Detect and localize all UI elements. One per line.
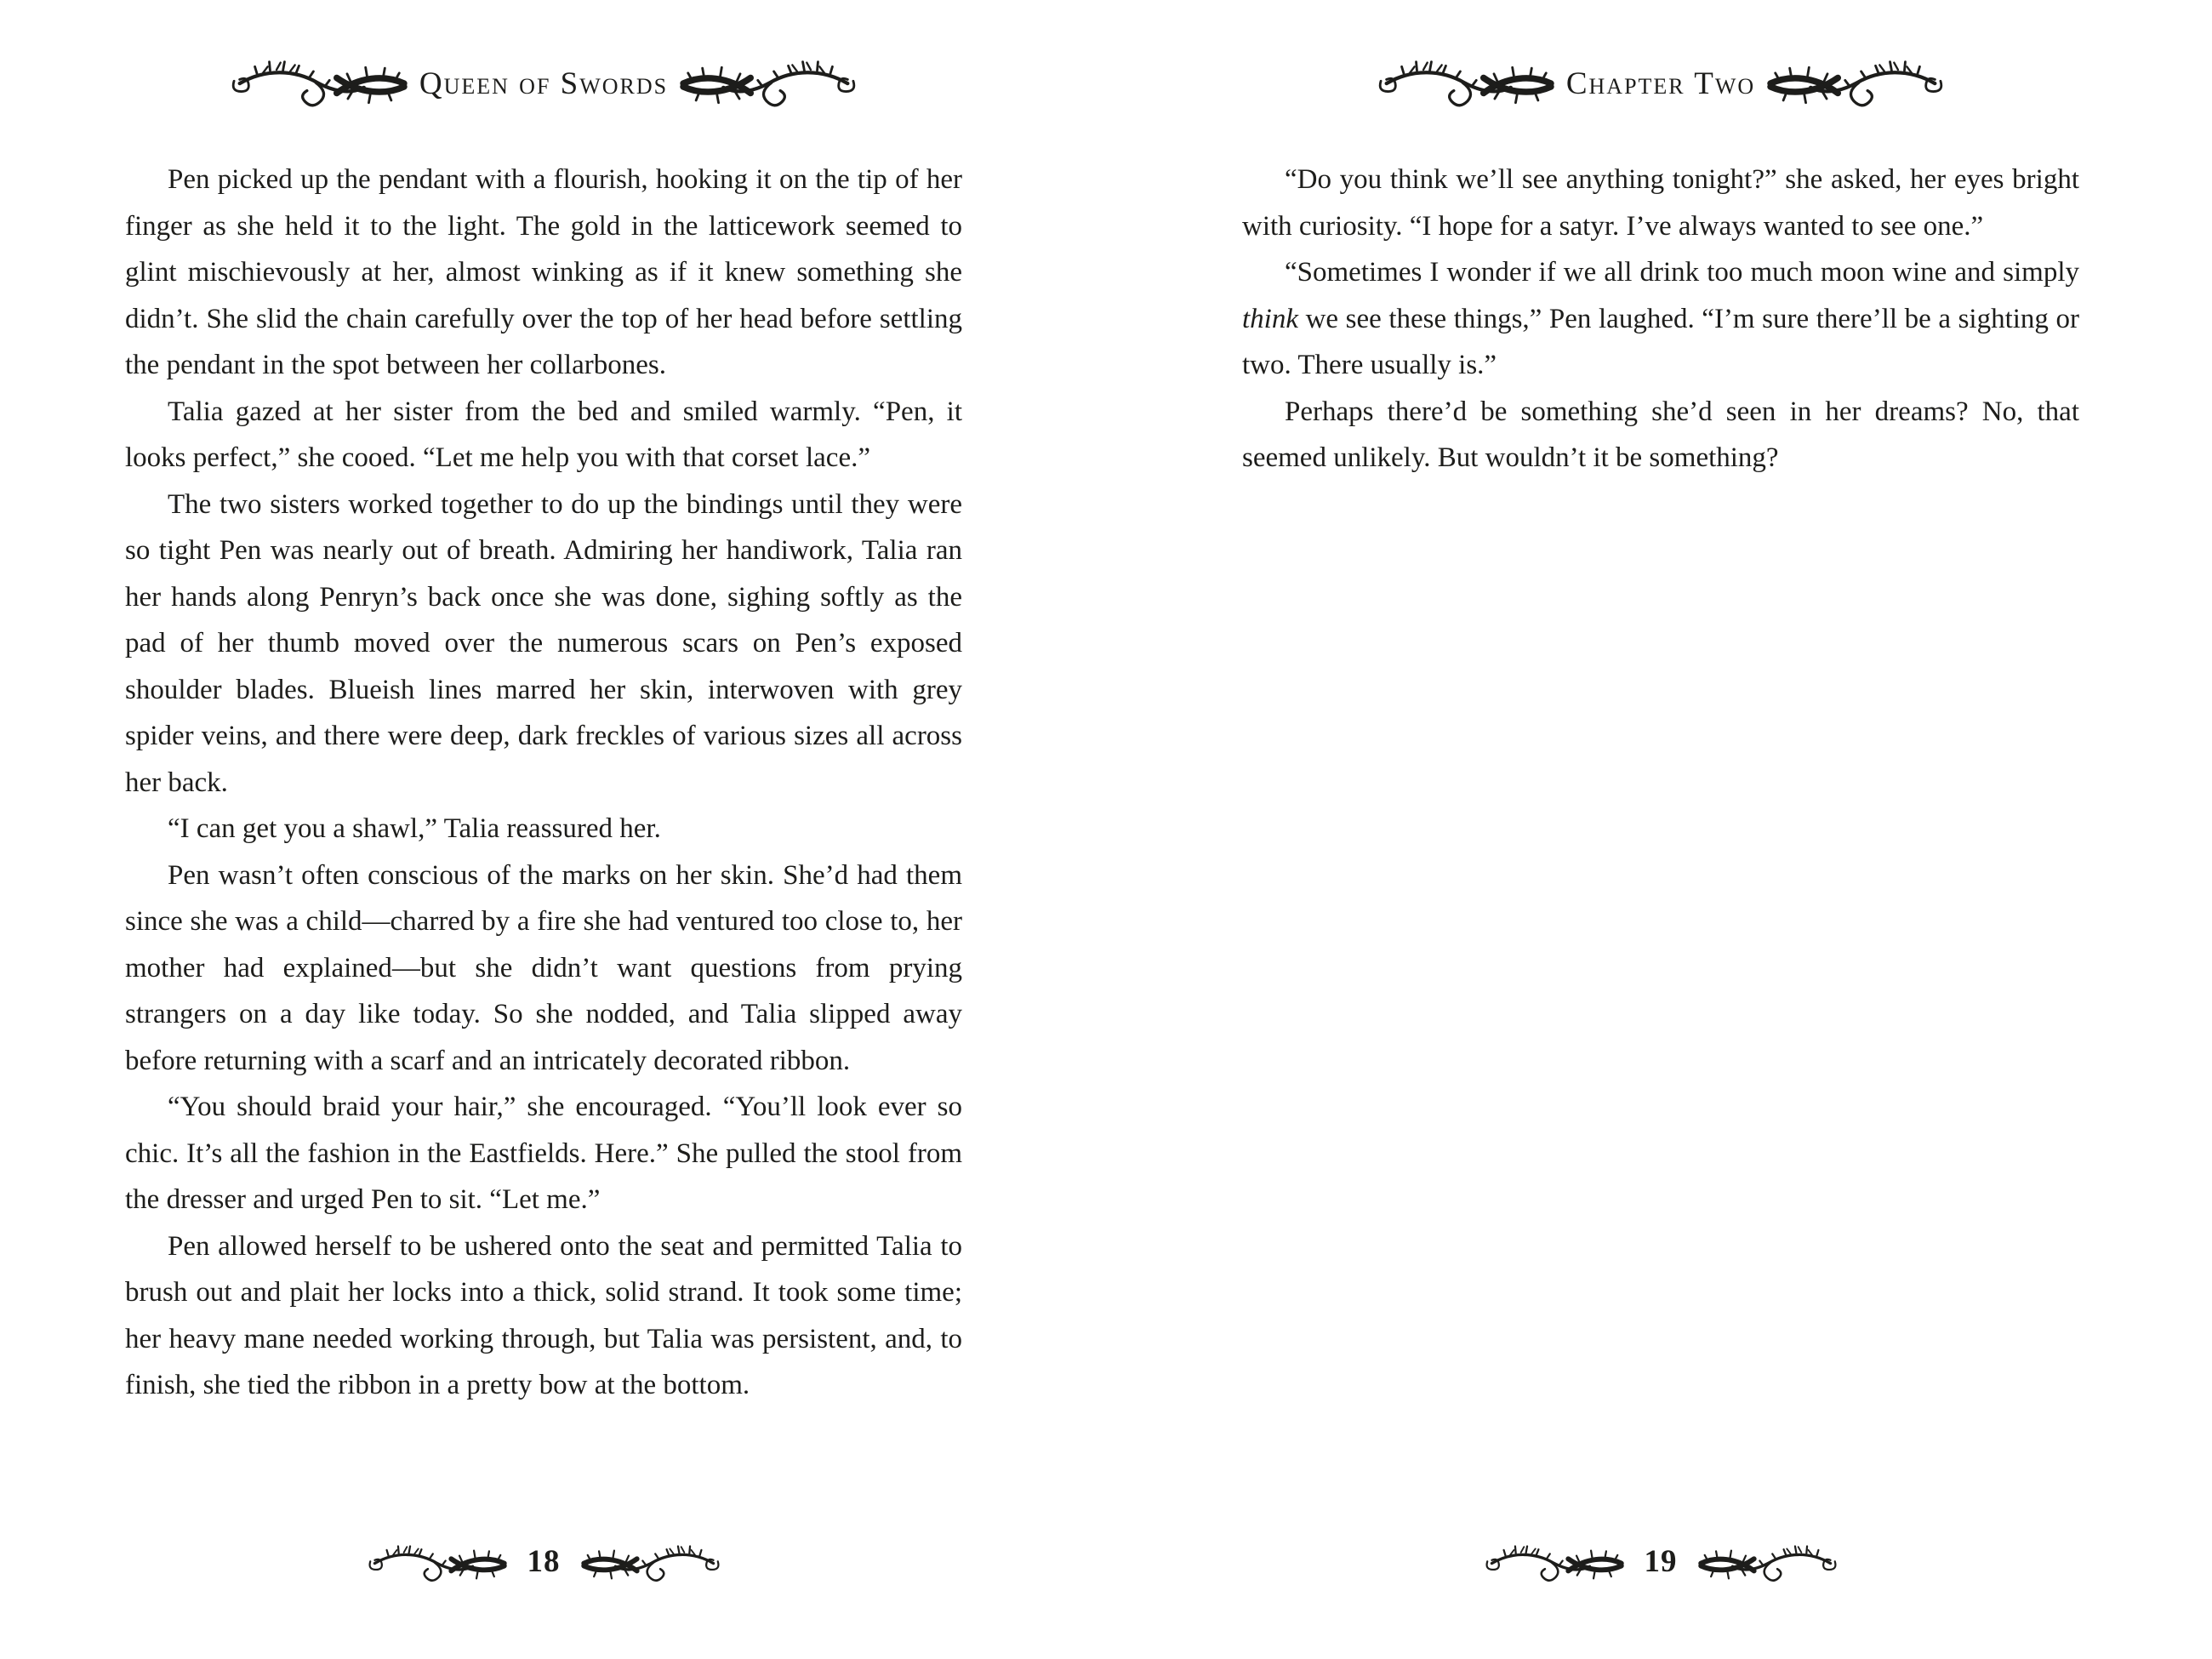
- thorn-flourish-icon: [1481, 1542, 1628, 1587]
- paragraph: Pen wasn’t often conscious of the marks on her skin. She’d had them since she was a child—charred by a fire she had ventured too close to, her mother had explained—but she didn’t want questions from prying strangers on a day like today. So she nodded, and Talia slipped away before returning with a scarf and an intricately decorated ribbon.: [125, 859, 962, 1076]
- paragraph: The two sisters worked together to do up the bindings until they were so tight Pen was nearly out of breath. Admiring her handiwork, Talia ran her hands along Penryn’s back once she was done, sighing softly as the pad of her thumb moved over the numerous scars on Pen’s exposed shoulder blades. Blueish lines marred her skin, interwoven with grey spider veins, and there were deep, dark freckles of various sizes all across her back.: [125, 488, 962, 798]
- left-page: [125, 0, 962, 1659]
- page-number: 18: [527, 1543, 561, 1579]
- left-running-head: [125, 53, 962, 117]
- thorn-flourish-icon: [578, 1542, 724, 1587]
- paragraph-text: we see these things,” Pen laughed. “I’m sure there’ll be a sighting or two. There usually is.”: [1242, 303, 2079, 380]
- left-page-text: [125, 157, 962, 1409]
- right-page-footer: [1242, 1535, 2079, 1594]
- thorn-flourish-icon: [1376, 57, 1556, 113]
- paragraph: Talia gazed at her sister from the bed and smiled warmly. “Pen, it looks perfect,” she cooed. “Let me help you with that corset lace.”: [125, 396, 962, 473]
- paragraph: “I can get you a shawl,” Talia reassured her.: [168, 813, 661, 844]
- paragraph: [1242, 249, 2079, 389]
- right-page: [1242, 0, 2079, 1659]
- italic-word: think: [1242, 303, 1298, 334]
- paragraph: Pen allowed herself to be ushered onto the seat and permitted Talia to brush out and plait her locks into a thick, solid strand. It took some time; her heavy mane needed working through, but Talia was persistent, and, to finish, she tied the ribbon in a pretty bow at the bottom.: [125, 1230, 962, 1400]
- chapter-title: Chapter Two: [1565, 66, 1756, 101]
- thorn-flourish-icon: [229, 57, 409, 113]
- book-title: Queen of Swords: [419, 66, 669, 101]
- paragraph-text: “Sometimes I wonder if we all drink too much moon wine and simply: [1285, 257, 2079, 288]
- paragraph: “Do you think we’ll see anything tonight?” she asked, her eyes bright with curiosity. “I hope for a satyr. I’ve always wanted to see one.”: [1242, 164, 2079, 242]
- thorn-flourish-icon: [364, 1542, 510, 1587]
- paragraph: Perhaps there’d be something she’d seen in her dreams? No, that seemed unlikely. But wouldn’t it be something?: [1242, 396, 2079, 473]
- page-number: 19: [1644, 1543, 1678, 1579]
- paragraph: “You should braid your hair,” she encouraged. “You’ll look ever so chic. It’s all the fashion in the Eastfields. Here.” She pulled the stool from the dresser and urged Pen to sit. “Let me.”: [125, 1092, 962, 1215]
- thorn-flourish-icon: [678, 57, 858, 113]
- thorn-flourish-icon: [1765, 57, 1946, 113]
- thorn-flourish-icon: [1695, 1542, 1841, 1587]
- right-running-head: [1242, 53, 2079, 117]
- right-page-text: [1242, 157, 2079, 482]
- paragraph: Pen picked up the pendant with a flourish, hooking it on the tip of her finger as she held it to the light. The gold in the latticework seemed to glint mischievously at her, almost winking as if it knew something she didn’t. She slid the chain carefully over the top of her head before settling the pendant in the spot between her collarbones.: [125, 164, 962, 380]
- left-page-footer: [125, 1535, 962, 1594]
